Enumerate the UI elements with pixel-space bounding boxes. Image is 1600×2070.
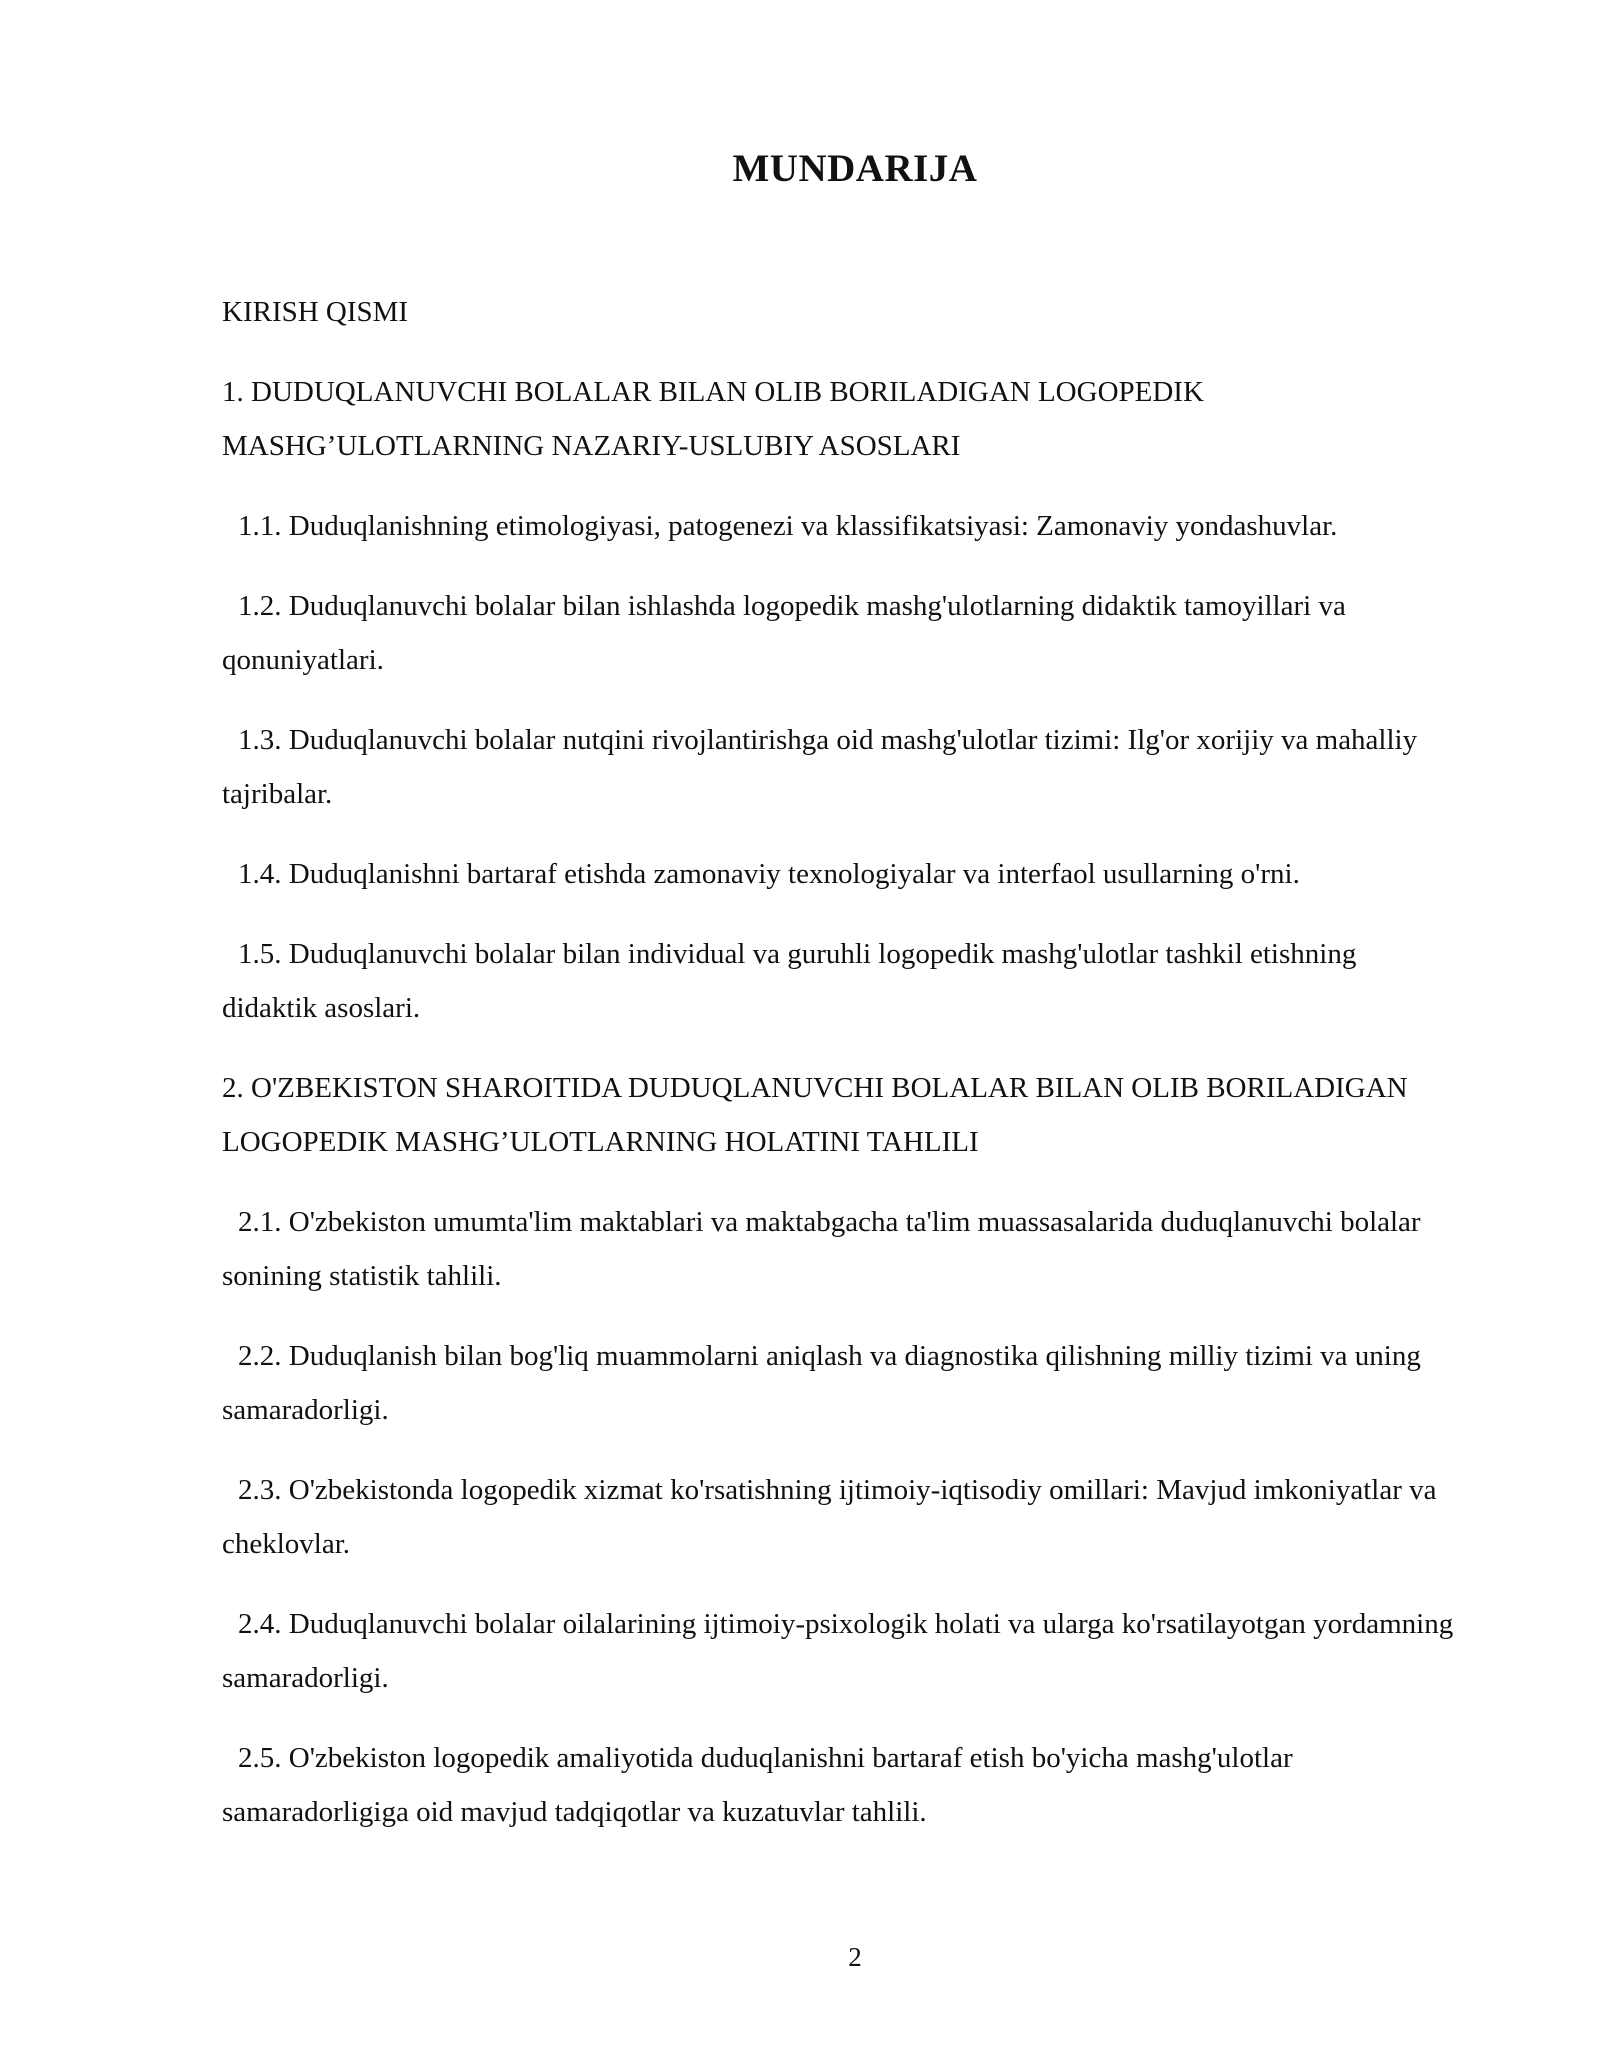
- toc-entry-1-2[interactable]: 1.2. Duduqlanuvchi bolalar bilan ishlashda logopedik mashg'ulotlarning didaktik tamoyillari va qonuniyatlari.: [222, 590, 1346, 676]
- toc-entry-1-4[interactable]: 1.4. Duduqlanishni bartaraf etishda zamonaviy texnologiyalar va interfaol usullarning o'rni.: [238, 858, 1300, 890]
- toc-entry-2-3[interactable]: 2.3. O'zbekistonda logopedik xizmat ko'rsatishning ijtimoiy-iqtisodiy omillari: Mavjud imkoniyatlar va cheklovlar.: [222, 1474, 1437, 1560]
- page-title: MUNDARIJA: [732, 147, 978, 190]
- toc-entry-chapter-1[interactable]: 1. DUDUQLANUVCHI BOLALAR BILAN OLIB BORILADIGAN LOGOPEDIK MASHG’ULOTLARNING NAZARIY-USLUBIY ASOSLARI: [222, 376, 1204, 462]
- toc-entry-2-2[interactable]: 2.2. Duduqlanish bilan bog'liq muammolarni aniqlash va diagnostika qilishning milliy tizimi va uning samaradorligi.: [222, 1340, 1421, 1426]
- toc-entry-1-1[interactable]: 1.1. Duduqlanishning etimologiyasi, patogenezi va klassifikatsiyasi: Zamonaviy yondashuvlar.: [238, 510, 1338, 542]
- toc-entry-kirish[interactable]: KIRISH QISMI: [222, 296, 409, 328]
- table-of-contents: [222, 285, 1458, 1865]
- toc-entry-2-4[interactable]: 2.4. Duduqlanuvchi bolalar oilalarining ijtimoiy-psixologik holati va ularga ko'rsatilayotgan yordamning samaradorligi.: [222, 1608, 1454, 1694]
- toc-entry-2-5[interactable]: 2.5. O'zbekiston logopedik amaliyotida duduqlanishni bartaraf etish bo'yicha mashg'ulotlar samaradorligiga oid mavjud tadqiqotlar va kuzatuvlar tahlili.: [222, 1742, 1293, 1828]
- toc-entry-chapter-2[interactable]: 2. O'ZBEKISTON SHAROITIDA DUDUQLANUVCHI BOLALAR BILAN OLIB BORILADIGAN LOGOPEDIK MASHG’ULOTLARNING HOLATINI TAHLILI: [222, 1072, 1408, 1158]
- page-number: 2: [848, 1942, 862, 1972]
- toc-entry-2-1[interactable]: 2.1. O'zbekiston umumta'lim maktablari va maktabgacha ta'lim muassasalarida duduqlanuvchi bolalar sonining statistik tahlili.: [222, 1206, 1421, 1292]
- toc-entry-1-3[interactable]: 1.3. Duduqlanuvchi bolalar nutqini rivojlantirishga oid mashg'ulotlar tizimi: Ilg'or xorijiy va mahalliy tajribalar.: [222, 724, 1418, 810]
- toc-entry-1-5[interactable]: 1.5. Duduqlanuvchi bolalar bilan individual va guruhli logopedik mashg'ulotlar tashkil etishning didaktik asoslari.: [222, 938, 1357, 1024]
